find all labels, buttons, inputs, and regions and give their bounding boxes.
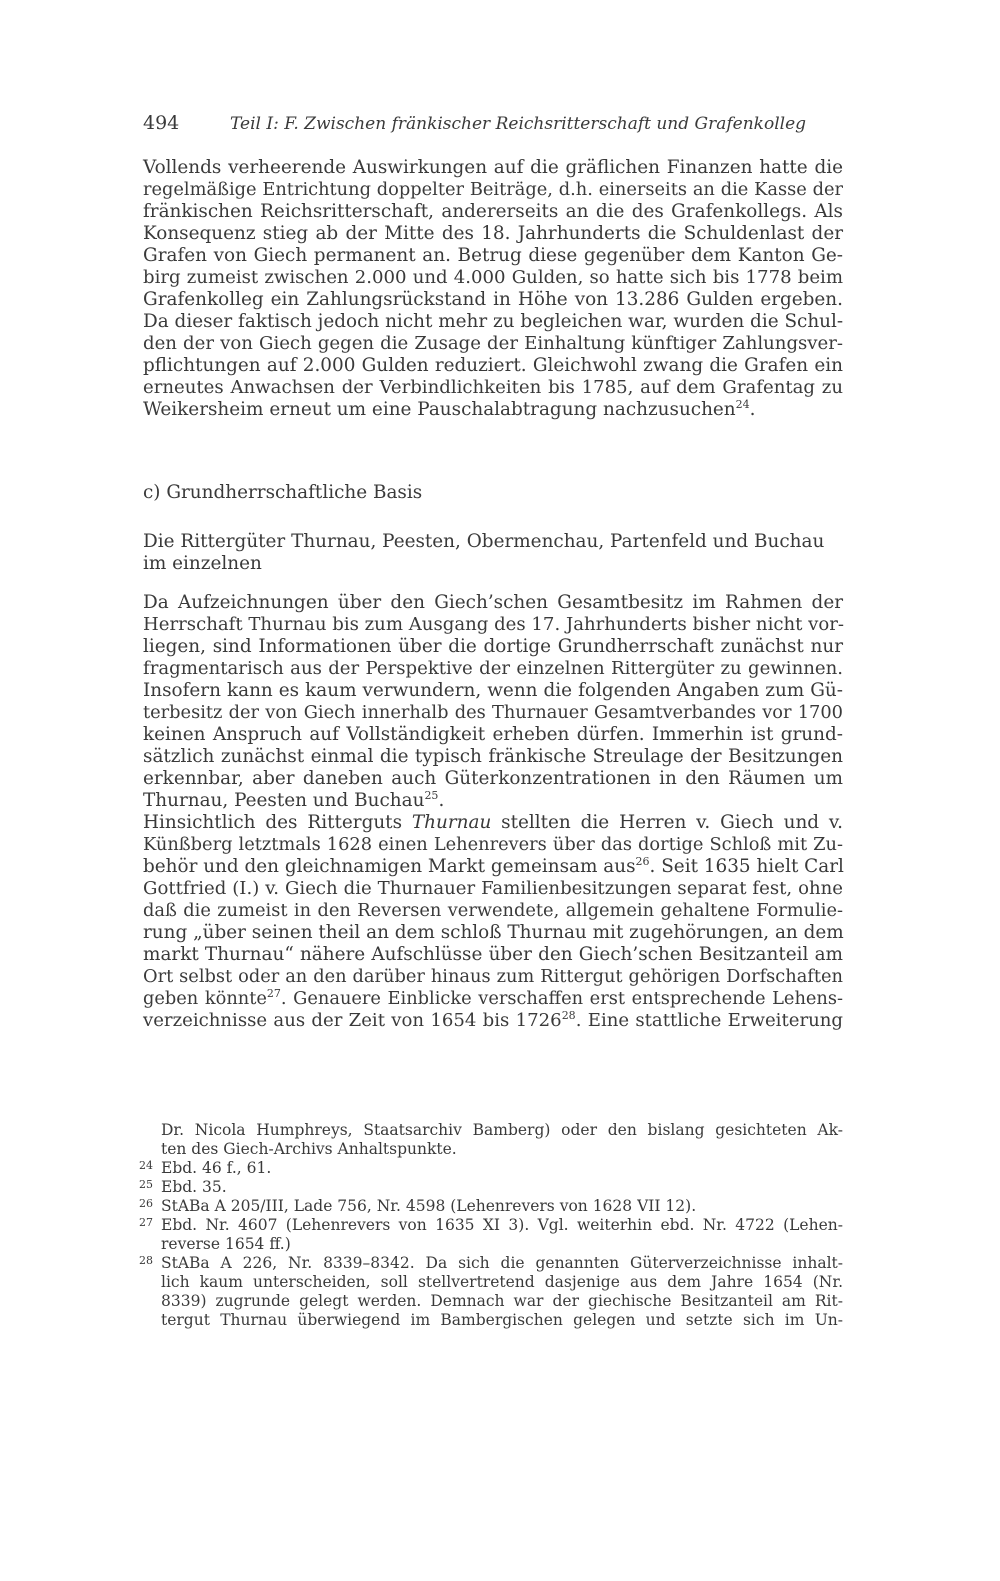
footnote-text: reverse 1654 ff.) <box>161 1235 291 1253</box>
footnote-text: Ebd. 35. <box>161 1178 227 1196</box>
footnote-text: tergut Thurnau überwiegend im Bambergischen gelegen und setzte sich im Un- <box>161 1311 843 1329</box>
text-run: . Genauere Einblicke verschaffen erst entsprechende Lehens- <box>280 988 843 1009</box>
footnote-text: StABa A 226, Nr. 8339–8342. Da sich die genannten Güterverzeichnisse inhalt- <box>161 1254 843 1272</box>
subheading <box>143 531 843 575</box>
text-run: behör und den gleichnamigen Markt gemeinsam aus <box>143 856 636 877</box>
text-run: stellten die Herren v. Giech und v. <box>491 812 843 833</box>
footnote-text: lich kaum unterscheiden, soll stellvertretend dasjenige aus dem Jahre 1654 (Nr. <box>161 1273 843 1291</box>
text-line: keinen Anspruch auf Vollständigkeit erheben dürfen. Immerhin ist grund- <box>143 724 843 745</box>
text-line <box>143 988 843 1010</box>
text-line: Insofern kann es kaum verwundern, wenn die folgenden Angaben zum Gü- <box>143 680 843 701</box>
text-line: Künßberg letztmals 1628 einen Lehenrevers über das dortige Schloß mit Zu- <box>143 834 843 855</box>
footnote-number: 27 <box>139 1216 153 1229</box>
section-heading: c) Grundherrschaftliche Basis <box>143 482 423 503</box>
text-line: erkennbar, aber daneben auch Güterkonzentrationen in den Räumen um <box>143 768 843 789</box>
footnote-text: Dr. Nicola Humphreys, Staatsarchiv Bamberg) oder den bislang gesichteten Ak- <box>161 1121 843 1139</box>
text-run: . <box>438 790 445 811</box>
text-line: Konsequenz stieg ab der Mitte des 18. Jahrhunderts die Schuldenlast der <box>143 223 843 244</box>
running-title: Teil I: F. Zwischen fränkischer Reichsritterschaft und Grafenkolleg <box>230 114 807 134</box>
text-line <box>143 399 843 421</box>
text-line: daß die zumeist in den Reversen verwendete, allgemein gehaltene Formulie- <box>143 900 843 921</box>
footnote-text: Ebd. 46 f., 61. <box>161 1159 272 1177</box>
footnote-27-cont <box>161 1235 843 1254</box>
text-line: regelmäßige Entrichtung doppelter Beiträge, d.h. einerseits an die Kasse der <box>143 179 843 200</box>
footnote-text: ten des Giech-Archivs Anhaltspunkte. <box>161 1140 457 1158</box>
footnote-text: StABa A 205/III, Lade 756, Nr. 4598 (Lehenrevers von 1628 VII 12). <box>161 1197 697 1215</box>
footnote-28-cont <box>161 1292 843 1311</box>
text-line <box>143 790 843 812</box>
page-number: 494 <box>143 112 180 134</box>
text-line: erneutes Anwachsen der Verbindlichkeiten bis 1785, auf dem Grafentag zu <box>143 377 843 398</box>
footnote-ref: 24 <box>735 397 750 411</box>
text-line: Da dieser faktisch jedoch nicht mehr zu begleichen war, wurden die Schul- <box>143 311 844 332</box>
footnote-text: 8339) zugrunde gelegt werden. Demnach war der giechische Besitzanteil am Rit- <box>161 1292 843 1310</box>
footnotes <box>139 1121 843 1330</box>
text-line: liegen, sind Informationen über die dortige Grundherrschaft zunächst nur <box>143 636 843 657</box>
text-line: fragmentarisch aus der Perspektive der einzelnen Rittergüter zu gewinnen. <box>143 658 843 679</box>
text-run: . Eine stattliche Erweiterung <box>575 1010 843 1031</box>
text-run: . <box>749 399 756 420</box>
footnote-ref: 28 <box>561 1008 576 1022</box>
footnote-continuation <box>161 1121 843 1140</box>
footnote-number: 24 <box>139 1159 153 1172</box>
text-line <box>143 812 843 834</box>
footnote-ref: 25 <box>424 788 439 802</box>
text-line: Vollends verheerende Auswirkungen auf die gräflichen Finanzen hatte die <box>143 157 843 178</box>
text-run: . Seit 1635 hielt Carl <box>649 856 844 877</box>
text-line: fränkischen Reichsritterschaft, andererseits an die des Grafenkollegs. Als <box>143 201 843 222</box>
text-line: den der von Giech gegen die Zusage der Einhaltung künftiger Zahlungsver- <box>143 333 843 354</box>
text-line: Ort selbst oder an den darüber hinaus zum Rittergut gehörigen Dorfschaften <box>143 966 843 987</box>
footnote-26 <box>139 1197 843 1216</box>
text-line: sätzlich zunächst einmal die typisch fränkische Streulage der Besitzungen <box>143 746 843 767</box>
paragraph-records <box>143 592 843 1032</box>
footnote-ref: 27 <box>266 987 281 1001</box>
subheading-line: Die Rittergüter Thurnau, Peesten, Obermenchau, Partenfeld und Buchau <box>143 531 825 552</box>
text-line: terbesitz der von Giech innerhalb des Thurnauer Gesamtverbandes vor 1700 <box>143 702 843 723</box>
emphasis: Thurnau <box>411 812 492 833</box>
text-run: Hinsichtlich des Ritterguts <box>143 812 412 833</box>
footnote-continuation <box>161 1140 843 1159</box>
paragraph-finances <box>143 157 843 421</box>
footnote-text: Ebd. Nr. 4607 (Lehenrevers von 1635 XI 3). Vgl. weiterhin ebd. Nr. 4722 (Lehen- <box>161 1216 843 1234</box>
footnote-number: 28 <box>139 1254 153 1267</box>
text-line: Grafen von Giech permanent an. Betrug diese gegenüber dem Kanton Ge- <box>143 245 843 266</box>
text-line: pflichtungen auf 2.000 Gulden reduziert. Gleichwohl zwang die Grafen ein <box>143 355 843 376</box>
footnote-28-cont <box>161 1273 843 1292</box>
footnote-ref: 26 <box>635 854 650 868</box>
text-run: Thurnau, Peesten und Buchau <box>143 790 425 811</box>
subheading-line: im einzelnen <box>143 553 262 574</box>
text-run: geben könnte <box>143 988 267 1009</box>
footnote-number: 25 <box>139 1178 153 1191</box>
text-line: markt Thurnau“ nähere Aufschlüsse über den Giech’schen Besitzanteil am <box>143 944 843 965</box>
text-line <box>143 1010 843 1032</box>
text-line: Da Aufzeichnungen über den Giech’schen Gesamtbesitz im Rahmen der <box>143 592 843 613</box>
page-header <box>143 112 843 142</box>
footnote-24 <box>139 1159 843 1178</box>
footnote-28-cont <box>161 1311 843 1330</box>
text-line: rung „über seinen theil an dem schloß Thurnau mit zugehörungen, an dem <box>143 922 844 943</box>
footnote-25 <box>139 1178 843 1197</box>
footnote-27 <box>139 1216 843 1235</box>
text-run: Weikersheim erneut um eine Pauschalabtragung nachzusuchen <box>143 399 736 420</box>
footnote-28 <box>139 1254 843 1273</box>
text-line: Grafenkolleg ein Zahlungsrückstand in Höhe von 13.286 Gulden ergeben. <box>143 289 843 310</box>
text-line <box>143 856 843 878</box>
text-line: Herrschaft Thurnau bis zum Ausgang des 17. Jahrhunderts bisher nicht vor- <box>143 614 845 635</box>
text-run: verzeichnisse aus der Zeit von 1654 bis 1726 <box>143 1010 562 1031</box>
text-line: Gottfried (I.) v. Giech die Thurnauer Familienbesitzungen separat fest, ohne <box>143 878 843 899</box>
text-line: birg zumeist zwischen 2.000 und 4.000 Gulden, so hatte sich bis 1778 beim <box>143 267 843 288</box>
footnote-number: 26 <box>139 1197 153 1210</box>
